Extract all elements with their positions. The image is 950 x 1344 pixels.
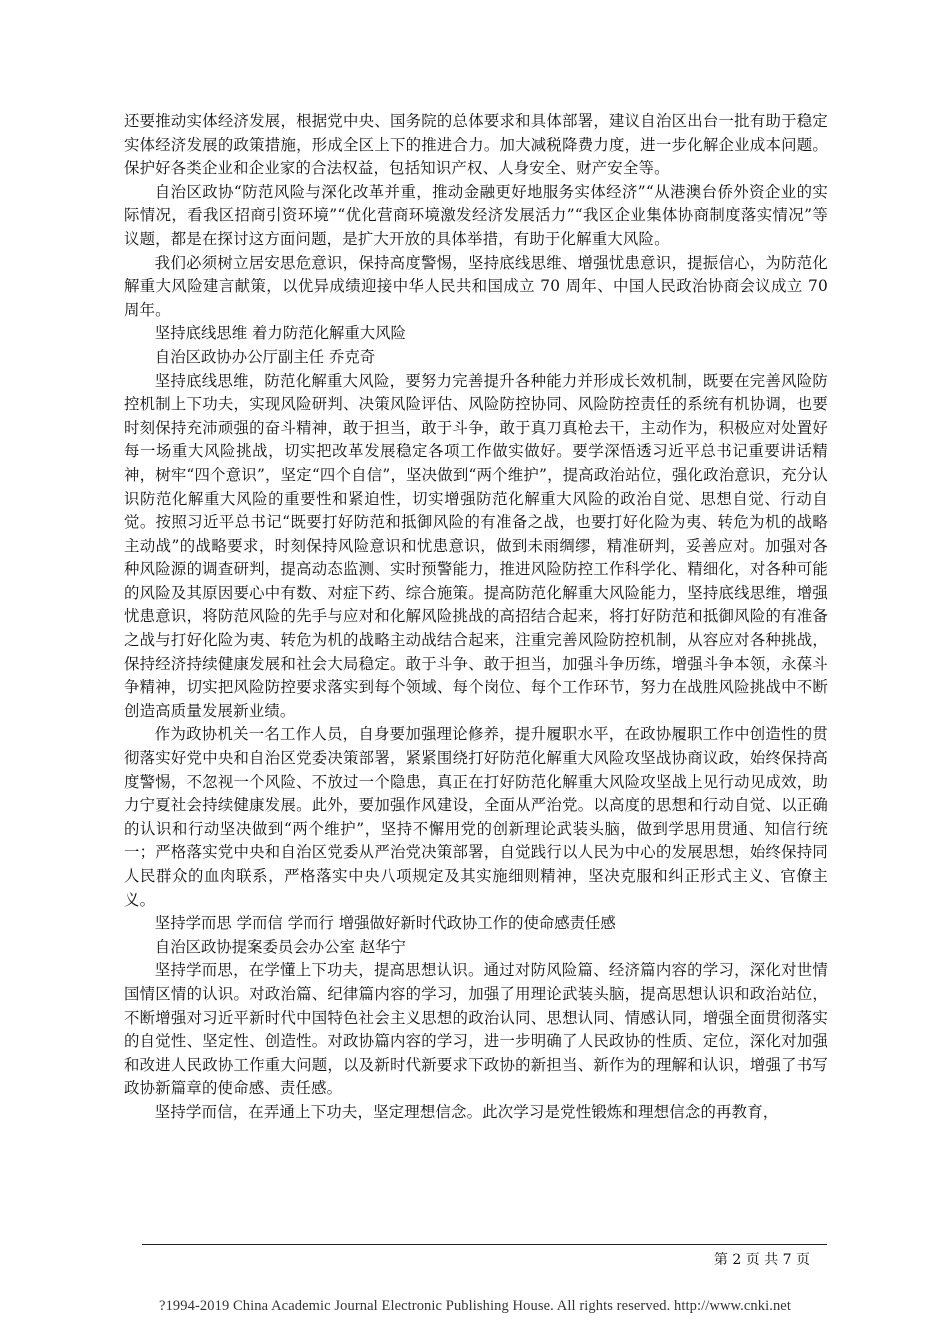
copyright-footer: ?1994-2019 China Academic Journal Electronic Publishing House. All rights reserved. http://www.cnki.net [159,1298,791,1314]
section-title: 坚持学而思 学而信 学而行 增强做好新时代政协工作的使命感责任感 [154,914,616,933]
paragraph: 作为政协机关一名工作人员，自身要加强理论修养，提升履职水平，在政协履职工作中创造性的贯彻落实好党中央和自治区党委决策部署，紧紧围绕打好防范化解重大风险攻坚战协商议政，始终保持高度警惕，不忽视一个风险、不放过一个隐患，真正在打好防范化解重大风险攻坚战上见行动见成效，助力宁夏社会持续健康发展。此外，要加强作风建设，全面从严治党。以高度的思想和行动自觉、以正确的认识和行动坚决做到“两个维护”，坚持不懈用党的创新理论武装头脑，做到学思用贯通、知信行统一；严格落实党中央和自治区党委从严治党决策部署，自觉践行以人民为中心的发展思想，始终保持同人民群众的血肉联系，严格落实中央八项规定及其实施细则精神，坚决克服和纠正形式主义、官僚主义。 [124,725,828,909]
paragraph: 坚持底线思维，防范化解重大风险，要努力完善提升各种能力并形成长效机制，既要在完善风险防控机制上下功夫，实现风险研判、决策风险评估、风险防控协同、风险防控责任的系统有机协调，也要时刻保持充沛顽强的奋斗精神，敢于担当，敢于斗争，敢于真刀真枪去干，主动作为，积极应对处置好每一场重大风险挑战，切实把改革发展稳定各项工作做实做好。要学深悟透习近平总书记重要讲话精神，树牢“四个意识”，坚定“四个自信”，坚决做到“两个维护”，提高政治站位，强化政治意识，充分认识防范化解重大风险的重要性和紧迫性，切实增强防范化解重大风险的政治自觉、思想自觉、行动自觉。按照习近平总书记“既要打好防范和抵御风险的有准备之战，也要打好化险为夷、转危为机的战略主动战”的战略要求，时刻保持风险意识和忧患意识，做到未雨绸缪，精准研判，妥善应对。加强对各种风险源的调查研判，提高动态监测、实时预警能力，推进风险防控工作科学化、精细化，对各种可能的风险及其原因要心中有数、对症下药、综合施策。提高防范化解重大风险能力，坚持底线思维，增强忧患意识，将防范风险的先手与应对和化解风险挑战的高招结合起来，将打好防范和抵御风险的有准备之战与打好化险为夷、转危为机的战略主动战结合起来，注重完善风险防控机制，从容应对各种挑战，保持经济持续健康发展和社会大局稳定。敢于斗争、敢于担当，加强斗争历练，增强斗争本领，永葆斗争精神，切实把风险防控要求落实到每个领域、每个岗位、每个工作环节，努力在战胜风险挑战中不断创造高质量发展新业绩。 [124,371,828,720]
paragraph: 我们必须树立居安思危意识，保持高度警惕，坚持底线思维、增强忧患意识，提振信心，为防范化解重大风险建言献策，以优异成绩迎接中华人民共和国成立 70 周年、中国人民政治协商会议成立 70 周年。 [124,253,828,319]
footer-rule [142,1244,827,1245]
paragraph: 自治区政协“防范风险与深化改革并重，推动金融更好地服务实体经济”“从港澳台侨外资企业的实际情况，看我区招商引资环境”“优化营商环境激发经济发展活力”“我区企业集体协商制度落实情况”等议题，都是在探讨这方面问题，是扩大开放的具体举措，有助于化解重大风险。 [124,182,828,248]
author-line: 自治区政协提案委员会办公室 赵华宁 [154,937,406,956]
page-number: 第 2 页 共 7 页 [713,1252,810,1268]
author-line: 自治区政协办公厅副主任 乔克奇 [154,347,376,366]
article-body [124,110,828,1125]
paragraph: 坚持学而思，在学懂上下功夫，提高思想认识。通过对防风险篇、经济篇内容的学习，深化对世情国情区情的认识。对政治篇、纪律篇内容的学习，加强了用理论武装头脑，提高思想认识和政治站位，不断增强对习近平新时代中国特色社会主义思想的政治认同、思想认同、情感认同，增强全面贯彻落实的自觉性、坚定性、创造性。对政协篇内容的学习，进一步明确了人民政协的性质、定位，深化对加强和改进人民政协工作重大问题，以及新时代新要求下政协的新担当、新作为的理解和认识，增强了书写政协新篇章的使命感、责任感。 [124,961,828,1098]
section-title: 坚持底线思维 着力防范化解重大风险 [154,324,406,343]
paragraph: 坚持学而信，在弄通上下功夫，坚定理想信念。此次学习是党性锻炼和理想信念的再教育， [154,1102,779,1121]
paragraph: 还要推动实体经济发展，根据党中央、国务院的总体要求和具体部署，建议自治区出台一批有助于稳定实体经济发展的政策措施，形成全区上下的推进合力。加大减税降费力度，进一步化解企业成本问题。保护好各类企业和企业家的合法权益，包括知识产权、人身安全、财产安全等。 [124,112,828,178]
